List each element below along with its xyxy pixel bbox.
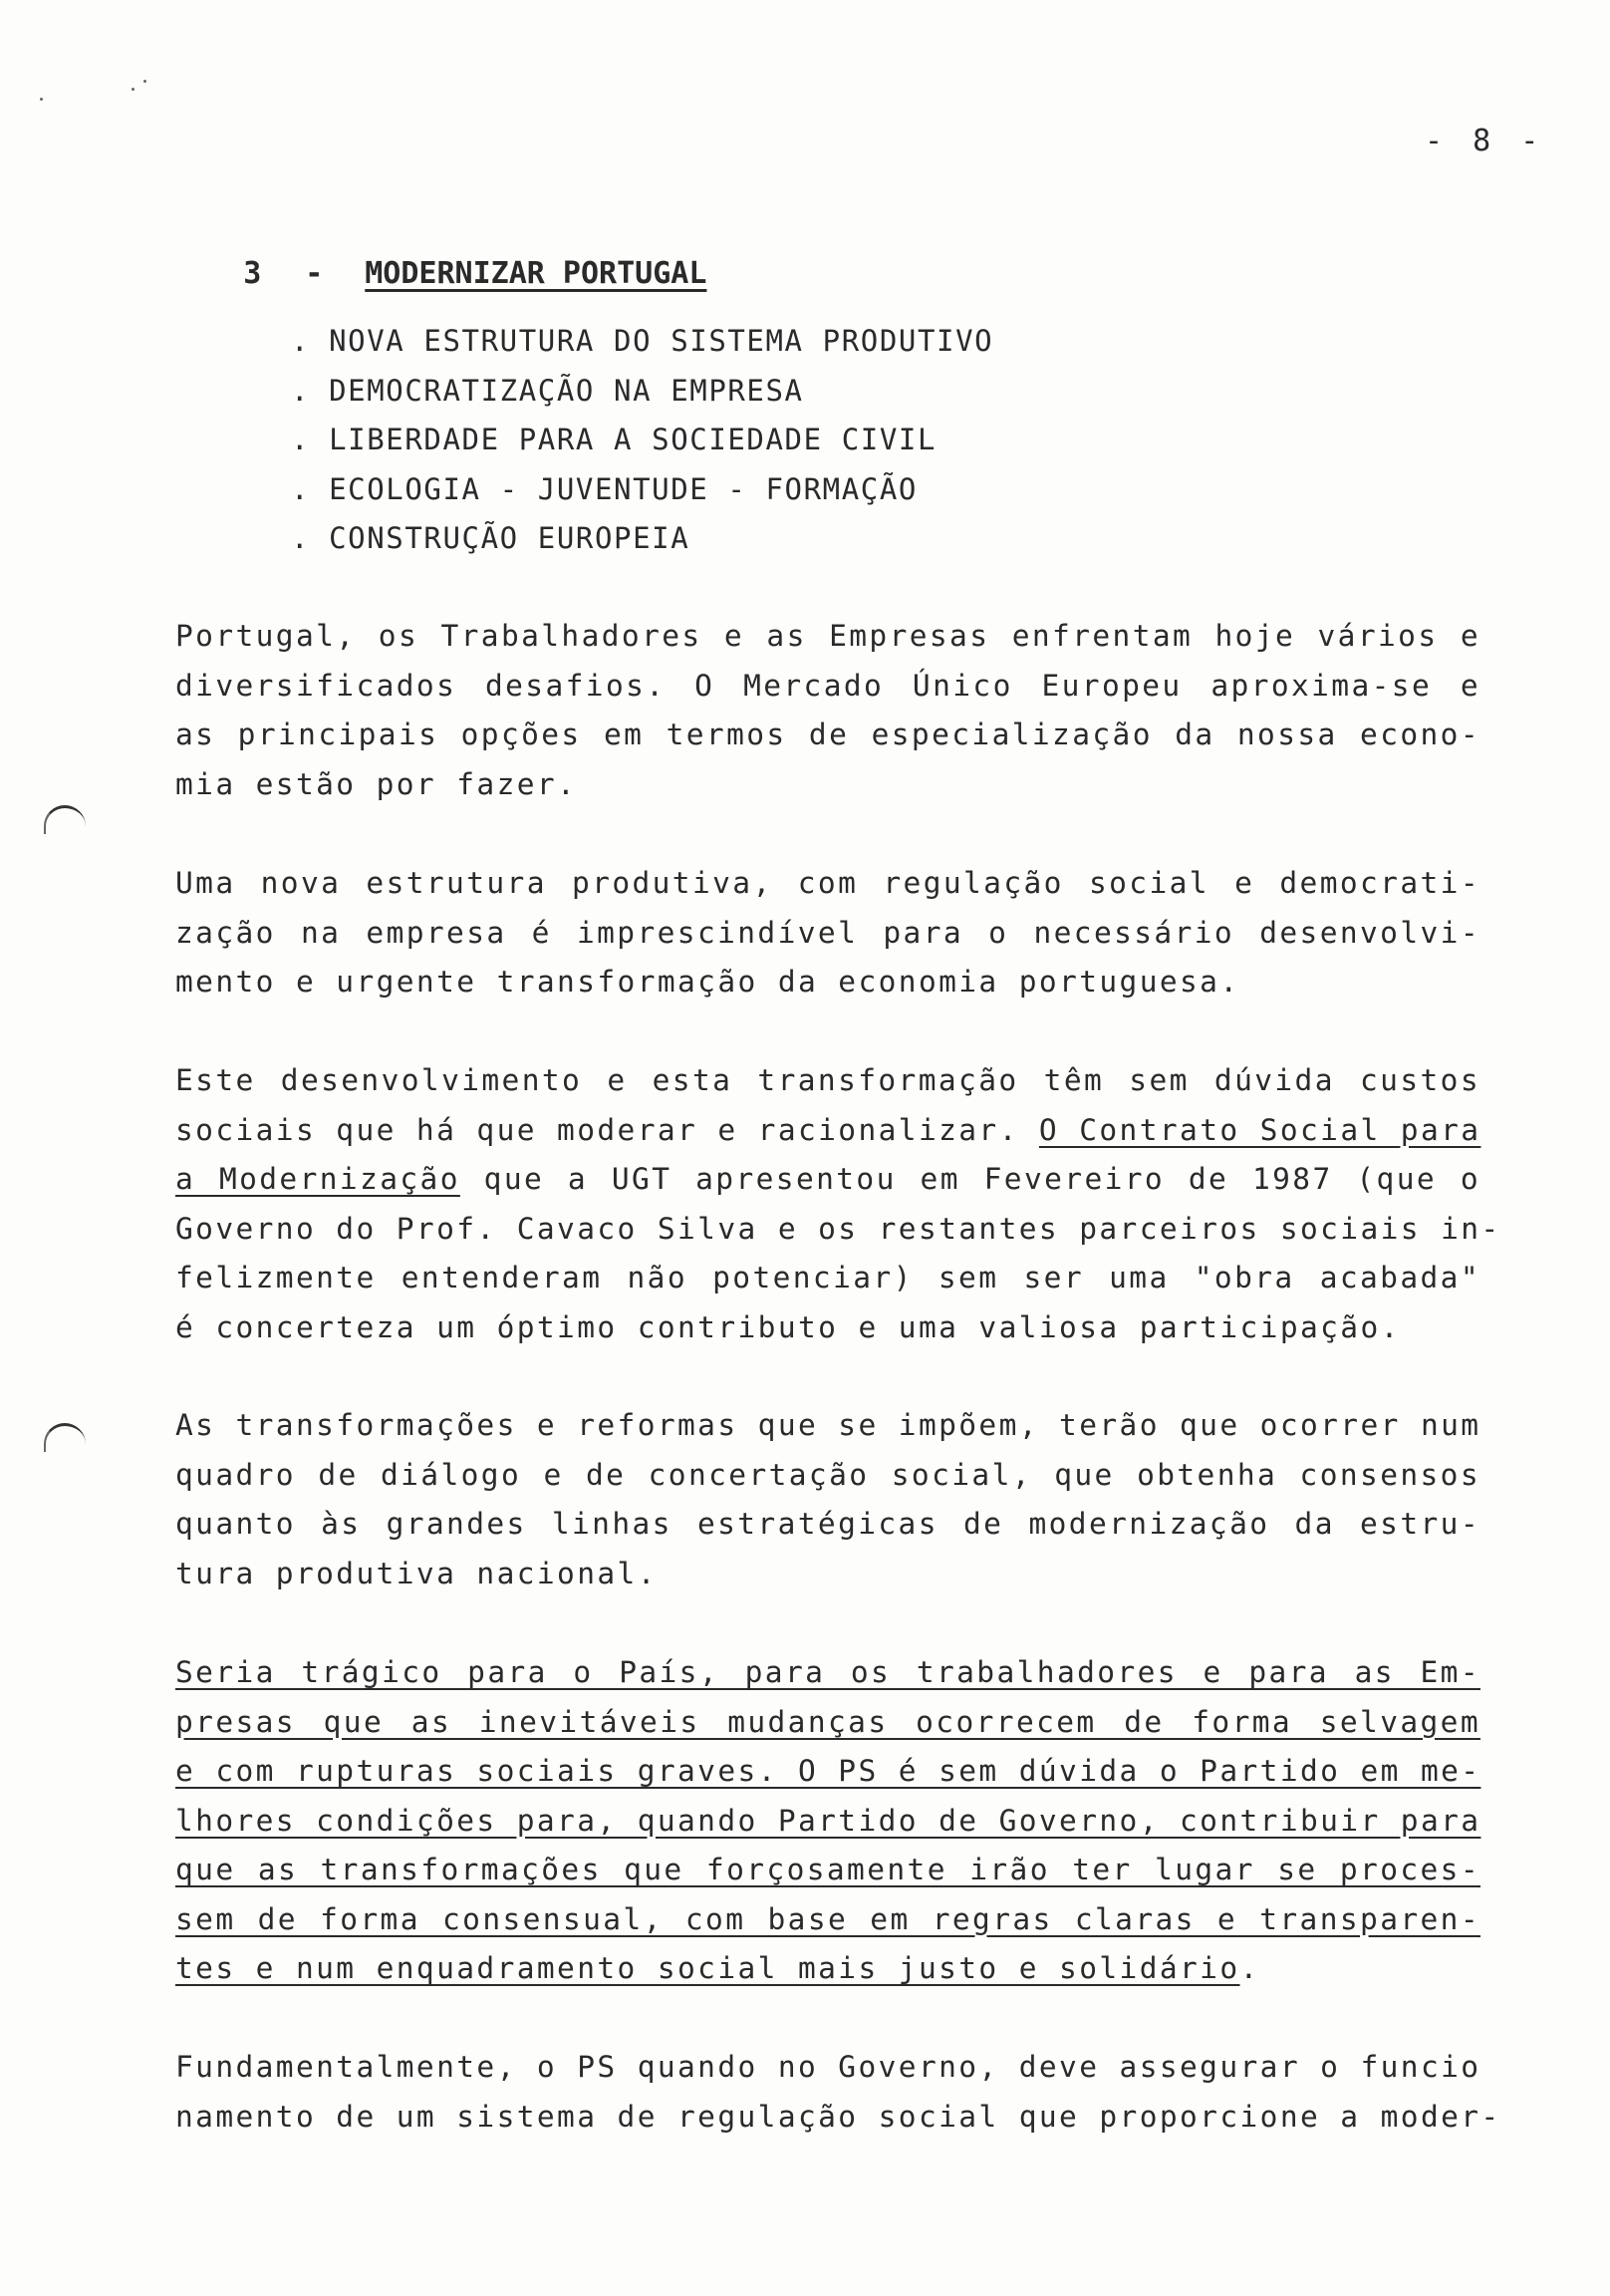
text-line: Uma nova estrutura produtiva, com regulação social e democrati- bbox=[175, 866, 1480, 900]
paragraph-underlined-emphasis bbox=[175, 1648, 1480, 1994]
text-line: As transformações e reformas que se impõem, terão que ocorrer num bbox=[175, 1408, 1481, 1442]
underlined-reference: a Modernização bbox=[175, 1162, 460, 1196]
topic-item: . CONSTRUÇÃO EUROPEIA bbox=[291, 514, 993, 564]
topic-item: . ECOLOGIA - JUVENTUDE - FORMAÇÃO bbox=[291, 465, 993, 515]
text-line: as principais opções em termos de especialização da nossa econo- bbox=[175, 718, 1480, 751]
page-number: - 8 - bbox=[1425, 124, 1545, 158]
paragraph-structure bbox=[175, 859, 1480, 1007]
text-line: presas que as inevitáveis mudanças ocorrecem de forma selvagem bbox=[175, 1704, 1480, 1739]
section-heading bbox=[171, 221, 706, 326]
text-line: Portugal, os Trabalhadores e as Empresas enfrentam hoje vários e bbox=[175, 619, 1480, 653]
text-segment: sociais que há que moderar e racionalizar. bbox=[175, 1112, 1039, 1147]
text-line: tura produtiva nacional. bbox=[175, 1556, 658, 1590]
text-line: diversificados desafios. O Mercado Único Europeu aproxima-se e bbox=[175, 668, 1480, 703]
scan-speck bbox=[143, 80, 146, 83]
text-line: mento e urgente transformação da economia portuguesa. bbox=[175, 965, 1240, 999]
text-line: mia estão por fazer. bbox=[175, 766, 578, 801]
paragraph-social-contract bbox=[175, 1056, 1501, 1352]
text-line bbox=[175, 1944, 1480, 1994]
text-line: Governo do Prof. Cavaco Silva e os restantes parceiros sociais in- bbox=[175, 1211, 1501, 1246]
scan-speck bbox=[132, 88, 134, 91]
section-title: MODERNIZAR PORTUGAL bbox=[365, 256, 707, 291]
paragraph-regulation bbox=[175, 2043, 1501, 2142]
text-line: quanto às grandes linhas estratégicas de modernização da estru- bbox=[175, 1507, 1480, 1541]
text-line: lhores condições para, quando Partido de Governo, contribuir para bbox=[175, 1803, 1481, 1838]
underlined-text: tes e num enquadramento social mais justo e solidário bbox=[175, 1951, 1240, 1985]
hole-punch-mark bbox=[44, 1423, 86, 1452]
text-line: felizmente entenderam não potenciar) sem ser uma "obra acabada" bbox=[175, 1261, 1480, 1294]
topic-list bbox=[291, 317, 993, 564]
text-line bbox=[175, 1106, 1480, 1156]
underlined-reference: O Contrato Social para bbox=[1038, 1112, 1481, 1147]
text-line: Fundamentalmente, o PS quando no Governo, deve assegurar o funcio bbox=[175, 2050, 1481, 2084]
paragraph-reforms bbox=[175, 1401, 1480, 1598]
paragraph-intro bbox=[175, 612, 1480, 809]
text-line: que as transformações que forçosamente irão ter lugar se proces- bbox=[175, 1853, 1480, 1886]
section-number: 3 bbox=[243, 256, 262, 291]
topic-item: . LIBERDADE PARA A SOCIEDADE CIVIL bbox=[291, 416, 993, 465]
text-segment: . bbox=[1239, 1951, 1260, 1985]
text-line: é concerteza um óptimo contributo e uma valiosa participação. bbox=[175, 1309, 1401, 1344]
text-line: Seria trágico para o País, para os trabalhadores e para as Em- bbox=[175, 1655, 1480, 1689]
text-line: zação na empresa é imprescindível para o necessário desenvolvi- bbox=[175, 915, 1480, 950]
text-line bbox=[175, 1155, 1480, 1205]
scan-speck bbox=[40, 98, 43, 101]
text-line: e com rupturas sociais graves. O PS é sem dúvida o Partido em me- bbox=[175, 1754, 1481, 1788]
text-line: Este desenvolvimento e esta transformação têm sem dúvida custos bbox=[175, 1063, 1480, 1097]
text-line: namento de um sistema de regulação social que proporcione a moder- bbox=[175, 2099, 1501, 2134]
topic-item: . DEMOCRATIZAÇÃO NA EMPRESA bbox=[291, 367, 993, 417]
topic-item: . NOVA ESTRUTURA DO SISTEMA PRODUTIVO bbox=[291, 317, 993, 367]
text-segment: que a UGT apresentou em Fevereiro de 1987 (que o bbox=[459, 1162, 1480, 1196]
section-dash: - bbox=[305, 256, 324, 291]
text-line: quadro de diálogo e de concertação social, que obtenha consensos bbox=[175, 1457, 1480, 1492]
text-line: sem de forma consensual, com base em regras claras e transparen- bbox=[175, 1901, 1480, 1936]
hole-punch-mark bbox=[44, 805, 86, 834]
